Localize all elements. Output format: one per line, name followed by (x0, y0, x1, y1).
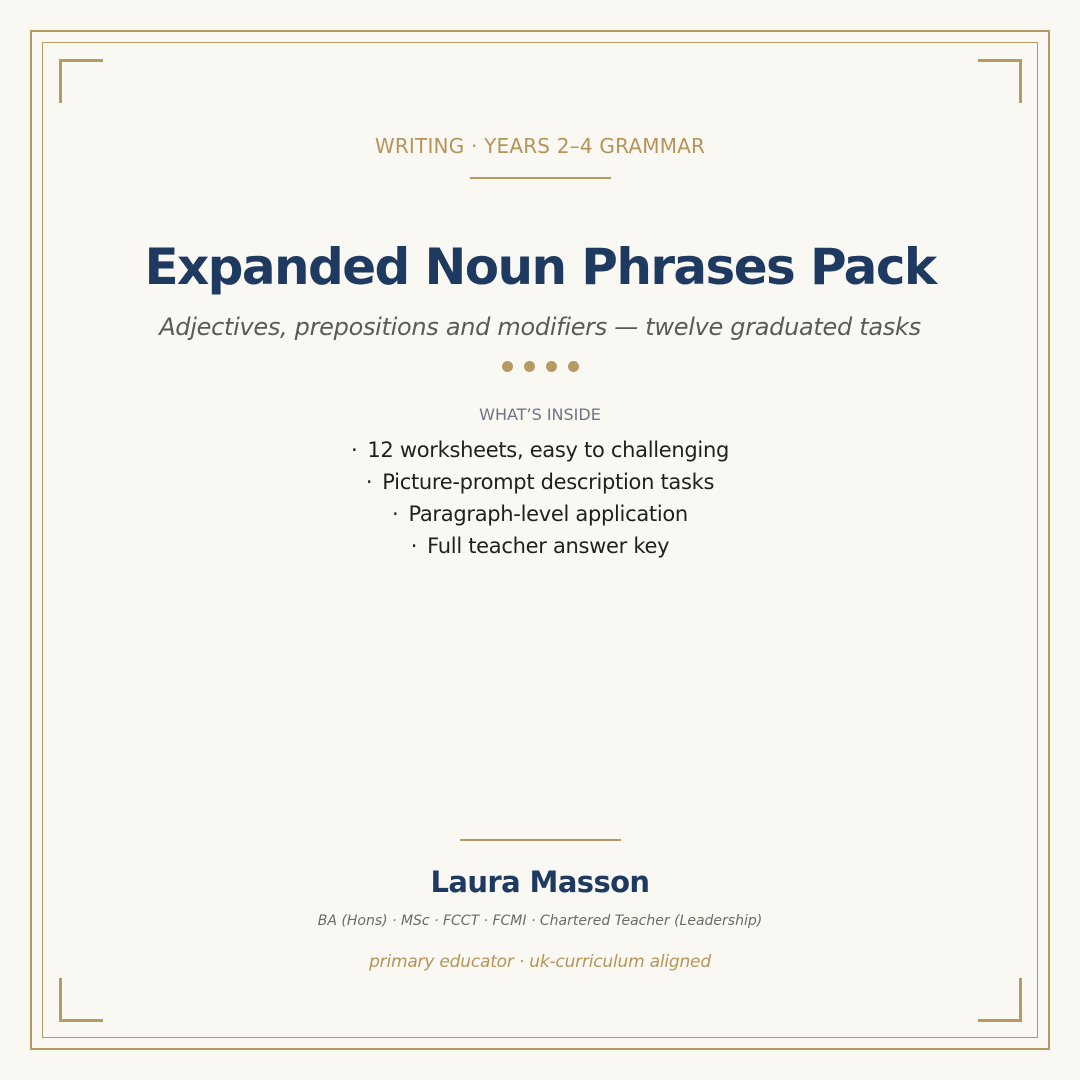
list-item (0, 434, 1080, 466)
corner-ornament-top-right (978, 59, 1022, 103)
author-tagline: primary educator · uk-curriculum aligned (369, 952, 711, 972)
page-subtitle: Adjectives, prepositions and modifiers — twelve graduated tasks (159, 313, 921, 341)
page-title: Expanded Noun Phrases Pack (144, 238, 936, 296)
bullet-icon: · (410, 534, 418, 558)
author-name: Laura Masson (430, 865, 650, 899)
dot-ornament (546, 361, 557, 372)
corner-ornament-top-left (59, 59, 103, 103)
dot-ornament (568, 361, 579, 372)
author-credentials: BA (Hons) · MSc · FCCT · FCMI · Chartered Teacher (Leadership) (317, 913, 763, 929)
list-item-text: 12 worksheets, easy to challenging (367, 438, 730, 462)
corner-ornament-bottom-right (978, 978, 1022, 1022)
bullet-icon: · (392, 502, 399, 526)
list-item-text: Full teacher answer key (427, 534, 670, 558)
bottom-divider (460, 839, 621, 841)
whats-inside-heading: WHAT’S INSIDE (479, 405, 601, 424)
dot-ornament (524, 361, 535, 372)
list-item-text: Paragraph-level application (408, 502, 688, 526)
corner-ornament-bottom-left (59, 978, 103, 1022)
top-divider (470, 177, 611, 179)
bullet-icon: · (365, 470, 373, 494)
list-item-text: Picture-prompt description tasks (382, 470, 715, 494)
list-item (0, 498, 1080, 530)
bullet-icon: · (350, 438, 358, 462)
list-item (0, 530, 1080, 562)
list-item (0, 466, 1080, 498)
dot-divider (0, 361, 1080, 372)
dot-ornament (502, 361, 513, 372)
contents-list (0, 434, 1080, 562)
category-eyebrow: WRITING · YEARS 2–4 GRAMMAR (374, 134, 706, 158)
